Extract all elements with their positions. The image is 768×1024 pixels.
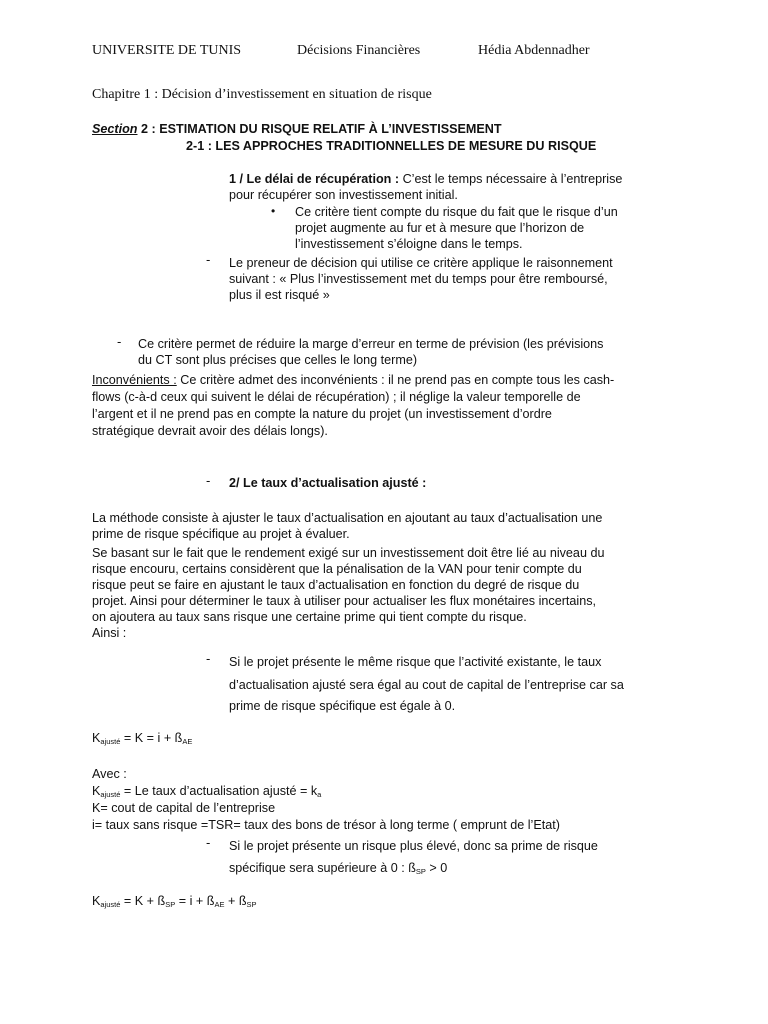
delai-definition-line1 bbox=[229, 171, 622, 188]
formula-1: $K_{ajusté} = K = i$ + $ß_{AE}$ bbox=[92, 731, 193, 746]
delai-definition-text: C’est le temps nécessaire à l’entreprise bbox=[399, 172, 623, 186]
section-heading bbox=[92, 121, 502, 138]
dash-marker: - bbox=[117, 334, 122, 349]
bullet-dot: • bbox=[271, 204, 276, 218]
chapter-title: Chapitre 1 : Décision d’investissement en situation de risque bbox=[92, 87, 432, 102]
advantage-line: du CT sont plus précises que celles le long terme) bbox=[138, 353, 418, 367]
bullet-line: l’investissement s’éloigne dans le temps. bbox=[295, 237, 523, 251]
dash-marker: - bbox=[206, 473, 211, 488]
taux-para2-line: risque encouru, certains considèrent que la pénalisation de la VAN pour tenir compte du bbox=[92, 562, 582, 576]
dash-item-line: suivant : « Plus l’investissement met du temps pour être remboursé, bbox=[229, 272, 608, 286]
case1-line: prime de risque spécifique est égale à 0. bbox=[229, 699, 456, 713]
section-number: 2 : bbox=[137, 122, 156, 136]
taux-para2-line: Se basant sur le fait que le rendement exigé sur un investissement doit être lié au niveau du bbox=[92, 546, 605, 560]
ainsi-label: Ainsi : bbox=[92, 626, 127, 640]
dash-marker: - bbox=[206, 252, 211, 267]
dash-item-line: Le preneur de décision qui utilise ce critère applique le raisonnement bbox=[229, 256, 613, 270]
dash-marker: - bbox=[206, 651, 211, 666]
inconvenients-line: l’argent et il ne prend pas en compte la nature du projet (un investissement d’ordre bbox=[92, 407, 552, 421]
inconvenients-line: flows (c-à-d ceux qui suivent le délai de récupération) ; il néglige la valeur temporelle de bbox=[92, 390, 581, 404]
taux-para1-line: prime de risque spécifique au projet à évaluer. bbox=[92, 527, 350, 541]
advantage-line: Ce critère permet de réduire la marge d’erreur en terme de prévision (les prévisions bbox=[138, 337, 604, 351]
header-author: Hédia Abdennadher bbox=[478, 43, 590, 58]
header-course: Décisions Financières bbox=[297, 43, 421, 58]
avec-label: Avec : bbox=[92, 767, 127, 781]
bullet-line: Ce critère tient compte du risque du fait que le risque d’un bbox=[295, 205, 618, 219]
taux-heading: 2/ Le taux d’actualisation ajusté : bbox=[229, 476, 427, 490]
inconvenients-label: Inconvénients : bbox=[92, 373, 177, 387]
taux-para1-line: La méthode consiste à ajuster le taux d’actualisation en ajoutant au taux d’actualisation une bbox=[92, 511, 603, 525]
definition-k-ajuste: $K_{ajusté} = Le$ taux d’actualisation ajusté = $k_a$ bbox=[92, 784, 322, 799]
definition-K: K= cout de capital de l’entreprise bbox=[92, 801, 276, 815]
section-label: Section bbox=[92, 122, 138, 136]
header-university: UNIVERSITE DE TUNIS bbox=[92, 43, 242, 58]
case2-line2: spécifique sera supérieure à 0 : $ß_{SP} > 0$ bbox=[229, 861, 448, 876]
bullet-line: projet augmente au fur et à mesure que l’horizon de bbox=[295, 221, 585, 235]
section-title: ESTIMATION DU RISQUE RELATIF À L’INVESTISSEMENT bbox=[155, 122, 502, 136]
case2-line: Si le projet présente un risque plus élevé, donc sa prime de risque bbox=[229, 839, 598, 853]
formula-2: $K_{ajusté} = K$ + $ß_{SP} = i$ + $ß_{AE}$ + $ß_{SP}$ bbox=[92, 894, 257, 909]
dash-item-line: plus il est risqué » bbox=[229, 288, 330, 302]
case1-line: Si le projet présente le même risque que l’activité existante, le taux bbox=[229, 655, 602, 669]
inconvenients-line1: Inconvénients : Ce critère admet des inconvénients : il ne prend pas en compte tous les cash- bbox=[92, 373, 615, 387]
delai-definition-line2: pour récupérer son investissement initial. bbox=[229, 188, 458, 202]
delai-heading: 1 / Le délai de récupération : bbox=[229, 172, 400, 186]
subsection-heading: 2-1 : LES APPROCHES TRADITIONNELLES DE MESURE DU RISQUE bbox=[186, 139, 597, 153]
definition-i: i= taux sans risque =TSR= taux des bons de trésor à long terme ( emprunt de l’Etat) bbox=[92, 818, 560, 832]
taux-para2-line: risque peut se faire en ajustant le taux d’actualisation en fonction du degré de risque du bbox=[92, 578, 580, 592]
taux-para2-line: projet. Ainsi pour déterminer le taux à utiliser pour actualiser les flux monétaires incertains, bbox=[92, 594, 596, 608]
inconvenients-line: stratégique devrait avoir des délais longs). bbox=[92, 424, 328, 438]
dash-marker: - bbox=[206, 835, 211, 850]
case1-line: d’actualisation ajusté sera égal au cout de capital de l’entreprise car sa bbox=[229, 678, 624, 692]
taux-para2-line: on ajoutera au taux sans risque une certaine prime qui tient compte du risque. bbox=[92, 610, 527, 624]
